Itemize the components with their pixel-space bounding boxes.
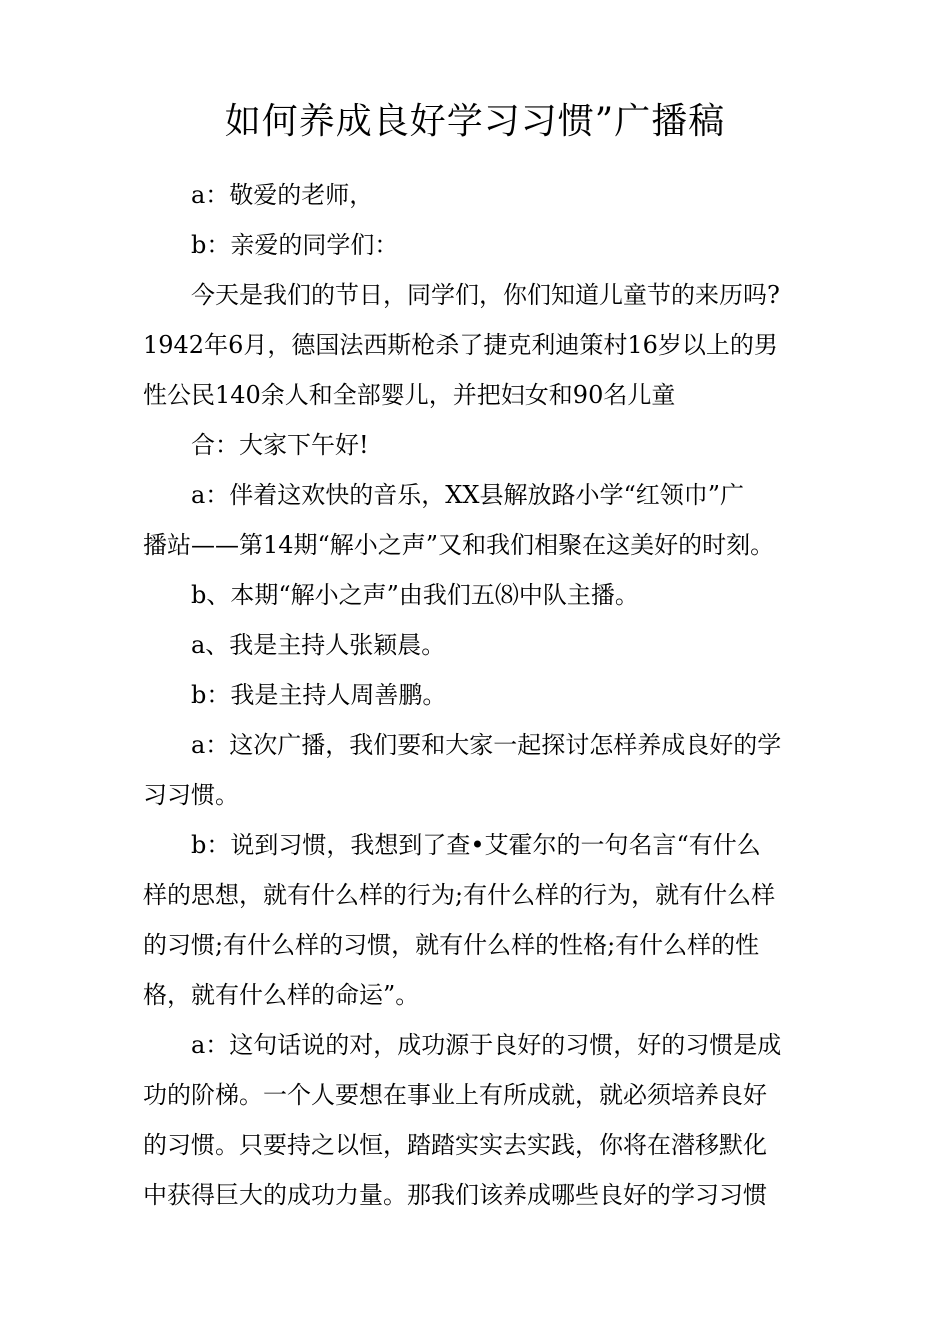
paragraph [143, 720, 843, 820]
paragraph-line: b、本期“解小之声”由我们五⑻中队主播。 [191, 581, 639, 609]
paragraph-line: 的习惯;有什么样的习惯，就有什么样的性格;有什么样的性 [143, 931, 760, 959]
paragraph-line: a：敬爱的老师， [191, 181, 374, 209]
paragraph-line: 播站——第14期“解小之声”又和我们相聚在这美好的时刻。 [143, 531, 775, 559]
paragraph-line: 格，就有什么样的命运”。 [143, 981, 420, 1009]
document-body [143, 170, 843, 1220]
paragraph [143, 670, 843, 720]
paragraph-line: a：这句话说的对，成功源于良好的习惯，好的习惯是成 [191, 1031, 782, 1059]
paragraph-line: a：这次广播，我们要和大家一起探讨怎样养成良好的学 [191, 731, 782, 759]
paragraph [143, 620, 843, 670]
paragraph-line: a、我是主持人张颖晨。 [191, 631, 446, 659]
paragraph-line: 1942年6月，德国法西斯枪杀了捷克利迪策村16岁以上的男 [143, 331, 778, 359]
paragraph-line: 中获得巨大的成功力量。那我们该养成哪些良好的学习习惯 [143, 1181, 767, 1209]
paragraph-line: 习习惯。 [143, 781, 239, 809]
paragraph-line: 样的思想，就有什么样的行为;有什么样的行为，就有什么样 [143, 881, 776, 909]
paragraph-line: 合：大家下午好! [191, 431, 369, 459]
paragraph [143, 1020, 843, 1220]
paragraph [143, 570, 843, 620]
document-title: 如何养成良好学习习惯”广播稿 [224, 101, 726, 142]
paragraph-line: a：伴着这欢快的音乐，XX县解放路小学“红领巾”广 [191, 481, 745, 509]
paragraph-line: 今天是我们的节日，同学们，你们知道儿童节的来历吗? [191, 281, 780, 309]
paragraph-line: b：我是主持人周善鹏。 [191, 681, 447, 709]
paragraph-line: b：亲爱的同学们： [191, 231, 399, 259]
paragraph [143, 420, 843, 470]
paragraph [143, 170, 843, 220]
paragraph [143, 820, 843, 1020]
paragraph [143, 220, 843, 270]
paragraph-line: 性公民140余人和全部婴儿，并把妇女和90名儿童 [143, 381, 676, 409]
paragraph-line: b：说到习惯，我想到了查•艾霍尔的一句名言“有什么 [191, 831, 761, 859]
paragraph [143, 270, 843, 420]
paragraph [143, 470, 843, 570]
paragraph-line: 的习惯。只要持之以恒，踏踏实实去实践，你将在潜移默化 [143, 1131, 767, 1159]
paragraph-line: 功的阶梯。一个人要想在事业上有所成就，就必须培养良好 [143, 1081, 767, 1109]
